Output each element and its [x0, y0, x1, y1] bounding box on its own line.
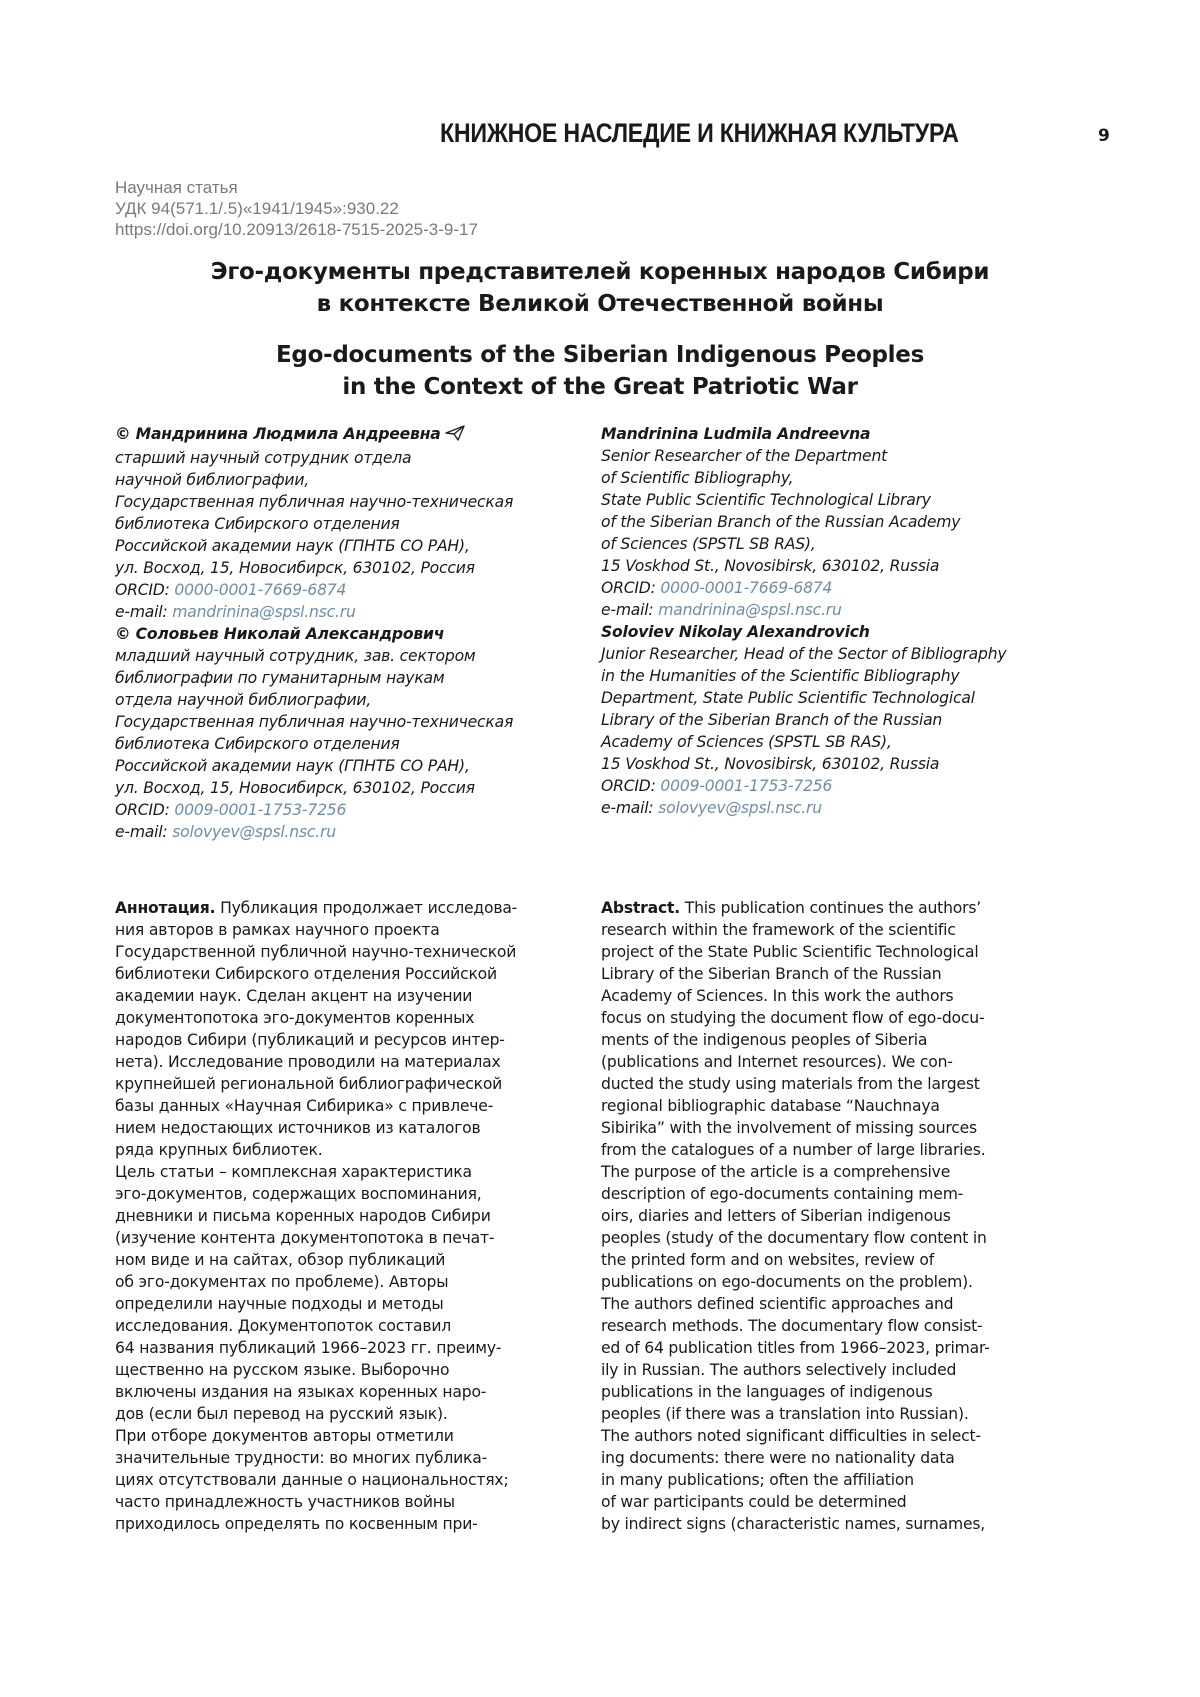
abstract-line: The purpose of the article is a comprehensive — [601, 1161, 1101, 1183]
affiliation-line: младший научный сотрудник, зав. сектором — [115, 645, 615, 667]
abstract-line: (publications and Internet resources). We con- — [601, 1051, 1101, 1073]
abstract-line: ily in Russian. The authors selectively included — [601, 1359, 1101, 1381]
journal-title: КНИЖНОЕ НАСЛЕДИЕ И КНИЖНАЯ КУЛЬТУРА — [440, 118, 959, 149]
email-label: e-mail: — [601, 799, 658, 817]
affiliation-line: Senior Researcher of the Department — [601, 445, 1101, 467]
orcid-link[interactable]: 0009-0001-1753-7256 — [174, 801, 346, 819]
abstract-line: ed of 64 publication titles from 1966–2023, primar- — [601, 1337, 1101, 1359]
abstract-line: Sibirika” with the involvement of missing sources — [601, 1117, 1101, 1139]
title-line: Ego-documents of the Siberian Indigenous Peoples — [0, 339, 1200, 371]
abstract-line: ducted the study using materials from the largest — [601, 1073, 1101, 1095]
abstract-line: peoples (study of the documentary flow content in — [601, 1227, 1101, 1249]
title-line: Эго-документы представителей коренных народов Сибири — [0, 256, 1200, 288]
abstract-line: regional bibliographic database “Nauchnaya — [601, 1095, 1101, 1117]
abstract-line: документопотока эго-документов коренных — [115, 1007, 615, 1029]
email-link[interactable]: solovyev@spsl.nsc.ru — [172, 823, 336, 841]
orcid-line — [601, 577, 1101, 599]
abstract-line: publications on ego-documents on the problem). — [601, 1271, 1101, 1293]
abstract-line: peoples (if there was a translation into Russian). — [601, 1403, 1101, 1425]
abstract-line: нета). Исследование проводили на материалах — [115, 1051, 615, 1073]
abstract-line: щественно на русском языке. Выборочно — [115, 1359, 615, 1381]
orcid-line — [601, 775, 1101, 797]
orcid-label: ORCID: — [601, 579, 660, 597]
title-line: в контексте Великой Отечественной войны — [0, 288, 1200, 320]
title-english — [0, 339, 1200, 403]
author-name: © Мандринина Людмила Андреевна — [115, 425, 441, 443]
orcid-link[interactable]: 0000-0001-7669-6874 — [660, 579, 832, 597]
email-label: e-mail: — [115, 603, 172, 621]
affiliation-line: of Scientific Bibliography, — [601, 467, 1101, 489]
abstract-line: крупнейшей региональной библиографической — [115, 1073, 615, 1095]
abstract-line: дов (если был перевод на русский язык). — [115, 1403, 615, 1425]
orcid-label: ORCID: — [115, 801, 174, 819]
page-number: 9 — [1098, 126, 1110, 146]
abstract-line: publications in the languages of indigenous — [601, 1381, 1101, 1403]
affiliation-line: of the Siberian Branch of the Russian Academy — [601, 511, 1101, 533]
affiliation-line: State Public Scientific Technological Library — [601, 489, 1101, 511]
author-name-line — [115, 423, 615, 447]
title-line: in the Context of the Great Patriotic War — [0, 371, 1200, 403]
udc: УДК 94(571.1/.5)«1941/1945»:930.22 — [115, 198, 478, 219]
abstract-line: эго-документов, содержащих воспоминания, — [115, 1183, 615, 1205]
affiliation-line: отдела научной библиографии, — [115, 689, 615, 711]
abstract-line: часто принадлежность участников войны — [115, 1491, 615, 1513]
abstract-line: from the catalogues of a number of large libraries. — [601, 1139, 1101, 1161]
abstract-line: Academy of Sciences. In this work the authors — [601, 985, 1101, 1007]
abstract-label: Abstract. — [601, 899, 680, 917]
affiliation-line: старший научный сотрудник отдела — [115, 447, 615, 469]
affiliation-line: научной библиографии, — [115, 469, 615, 491]
orcid-line — [115, 799, 615, 821]
abstract-line: библиотеки Сибирского отделения Российской — [115, 963, 615, 985]
abstract-line: об эго-документах по проблеме). Авторы — [115, 1271, 615, 1293]
abstract-line — [115, 897, 615, 919]
orcid-link[interactable]: 0000-0001-7669-6874 — [174, 581, 346, 599]
email-line — [601, 797, 1101, 819]
abstract-line — [601, 897, 1101, 919]
email-link[interactable]: mandrinina@spsl.nsc.ru — [658, 601, 841, 619]
abstract-line: description of ego-documents containing mem- — [601, 1183, 1101, 1205]
email-link[interactable]: solovyev@spsl.nsc.ru — [658, 799, 822, 817]
email-line — [601, 599, 1101, 621]
orcid-link[interactable]: 0009-0001-1753-7256 — [660, 777, 832, 795]
abstract-line: ния авторов в рамках научного проекта — [115, 919, 615, 941]
title-russian — [0, 256, 1200, 320]
author-name-line — [115, 623, 615, 645]
article-meta — [115, 177, 478, 240]
abstract-line: in many publications; often the affiliation — [601, 1469, 1101, 1491]
affiliation-line: Library of the Siberian Branch of the Russian — [601, 709, 1101, 731]
email-label: e-mail: — [601, 601, 658, 619]
abstract-line: of war participants could be determined — [601, 1491, 1101, 1513]
abstract-text: Публикация продолжает исследова- — [215, 899, 517, 917]
abstract-line: Цель статьи – комплексная характеристика — [115, 1161, 615, 1183]
doi-link[interactable]: https://doi.org/10.20913/2618-7515-2025-3-9-17 — [115, 219, 478, 240]
author-name: © Соловьев Николай Александрович — [115, 625, 444, 643]
author-name-line — [601, 423, 1101, 445]
abstract-russian — [115, 897, 615, 1535]
orcid-label: ORCID: — [601, 777, 660, 795]
abstract-line: by indirect signs (characteristic names, surnames, — [601, 1513, 1101, 1535]
affiliation-line: Государственная публичная научно-техническая — [115, 491, 615, 513]
abstract-line: Государственной публичной научно-технической — [115, 941, 615, 963]
affiliation-line: ул. Восход, 15, Новосибирск, 630102, Россия — [115, 777, 615, 799]
abstract-line: циях отсутствовали данные о национальностях; — [115, 1469, 615, 1491]
authors-english — [601, 423, 1101, 819]
affiliation-line: Российской академии наук (ГПНТБ СО РАН), — [115, 535, 615, 557]
author-name: Mandrinina Ludmila Andreevna — [601, 425, 870, 443]
abstract-line: При отборе документов авторы отметили — [115, 1425, 615, 1447]
abstract-line: 64 названия публикаций 1966–2023 гг. преиму- — [115, 1337, 615, 1359]
abstract-line: ments of the indigenous peoples of Siberia — [601, 1029, 1101, 1051]
abstract-line: research within the framework of the scientific — [601, 919, 1101, 941]
abstract-line: ing documents: there were no nationality data — [601, 1447, 1101, 1469]
abstract-label: Аннотация. — [115, 899, 215, 917]
email-line — [115, 821, 615, 843]
affiliation-line: Department, State Public Scientific Technological — [601, 687, 1101, 709]
abstract-line: включены издания на языках коренных наро- — [115, 1381, 615, 1403]
abstract-line: базы данных «Научная Сибирика» с привлече- — [115, 1095, 615, 1117]
abstract-line: Library of the Siberian Branch of the Russian — [601, 963, 1101, 985]
abstract-line: (изучение контента документопотока в печат- — [115, 1227, 615, 1249]
abstract-line: приходилось определять по косвенным при- — [115, 1513, 615, 1535]
affiliation-line: библиотека Сибирского отделения — [115, 513, 615, 535]
authors-russian — [115, 423, 615, 843]
abstract-line: project of the State Public Scientific Technological — [601, 941, 1101, 963]
email-line — [115, 601, 615, 623]
article-type: Научная статья — [115, 177, 478, 198]
abstract-line: дневники и письма коренных народов Сибири — [115, 1205, 615, 1227]
abstract-line: The authors defined scientific approaches and — [601, 1293, 1101, 1315]
affiliation-line: Academy of Sciences (SPSTL SB RAS), — [601, 731, 1101, 753]
author-name: Soloviev Nikolay Alexandrovich — [601, 623, 870, 641]
affiliation-line: ул. Восход, 15, Новосибирск, 630102, Россия — [115, 557, 615, 579]
abstract-line: focus on studying the document flow of ego-docu- — [601, 1007, 1101, 1029]
orcid-label: ORCID: — [115, 581, 174, 599]
affiliation-line: библиотека Сибирского отделения — [115, 733, 615, 755]
abstract-line: oirs, diaries and letters of Siberian indigenous — [601, 1205, 1101, 1227]
affiliation-line: Российской академии наук (ГПНТБ СО РАН), — [115, 755, 615, 777]
abstract-english — [601, 897, 1101, 1535]
send-icon[interactable] — [445, 425, 465, 447]
abstract-line: The authors noted significant difficulties in select- — [601, 1425, 1101, 1447]
abstract-line: нием недостающих источников из каталогов — [115, 1117, 615, 1139]
abstract-line: the printed form and on websites, review of — [601, 1249, 1101, 1271]
affiliation-line: Государственная публичная научно-техническая — [115, 711, 615, 733]
affiliation-line: библиографии по гуманитарным наукам — [115, 667, 615, 689]
affiliation-line: 15 Voskhod St., Novosibirsk, 630102, Russia — [601, 753, 1101, 775]
affiliation-line: in the Humanities of the Scientific Bibliography — [601, 665, 1101, 687]
abstract-line: академии наук. Сделан акцент на изучении — [115, 985, 615, 1007]
abstract-line: ряда крупных библиотек. — [115, 1139, 615, 1161]
abstract-text: This publication continues the authors’ — [680, 899, 981, 917]
email-label: e-mail: — [115, 823, 172, 841]
affiliation-line: Junior Researcher, Head of the Sector of Bibliography — [601, 643, 1101, 665]
abstract-line: research methods. The documentary flow consist- — [601, 1315, 1101, 1337]
abstract-line: значительные трудности: во многих публика- — [115, 1447, 615, 1469]
author-name-line — [601, 621, 1101, 643]
affiliation-line: of Sciences (SPSTL SB RAS), — [601, 533, 1101, 555]
abstract-line: определили научные подходы и методы — [115, 1293, 615, 1315]
email-link[interactable]: mandrinina@spsl.nsc.ru — [172, 603, 355, 621]
affiliation-line: 15 Voskhod St., Novosibirsk, 630102, Russia — [601, 555, 1101, 577]
abstract-line: народов Сибири (публикаций и ресурсов интер- — [115, 1029, 615, 1051]
abstract-line: исследования. Документопоток составил — [115, 1315, 615, 1337]
abstract-line: ном виде и на сайтах, обзор публикаций — [115, 1249, 615, 1271]
orcid-line — [115, 579, 615, 601]
